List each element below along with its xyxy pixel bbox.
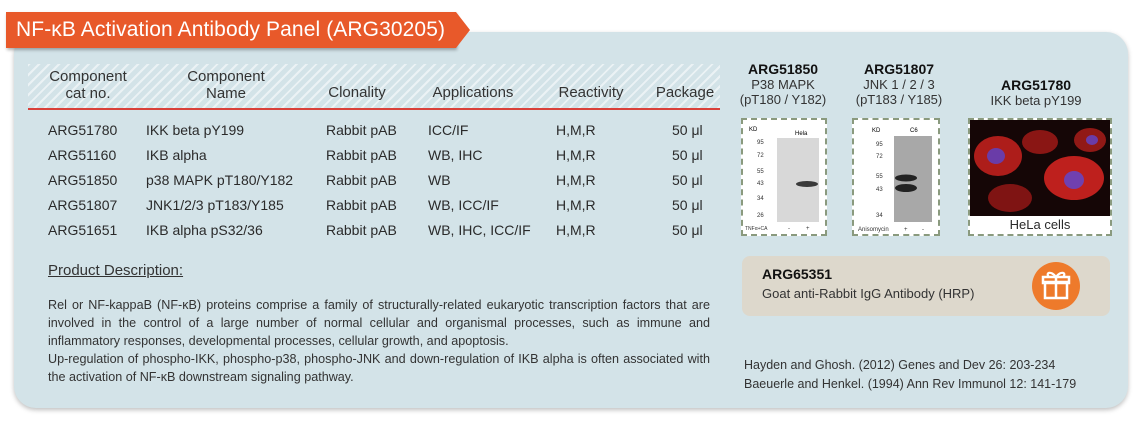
marker-label: 43	[876, 187, 883, 193]
western-blot-graphic	[854, 120, 938, 234]
marker-label: 55	[876, 174, 883, 180]
lane-label: Hela	[795, 131, 808, 137]
secondary-name: Goat anti-Rabbit IgG Antibody (HRP)	[762, 286, 975, 301]
blot-cat-no: ARG51850	[747, 61, 819, 77]
cell-package: 50 μl	[672, 172, 703, 188]
cell-applications: WB, IHC	[428, 147, 483, 163]
cell-applications: WB, ICC/IF	[428, 197, 499, 213]
table-row	[0, 168, 720, 192]
table-row	[0, 118, 720, 142]
cell-package: 50 μl	[672, 222, 703, 238]
marker-label: 72	[876, 154, 883, 160]
western-blot-image	[852, 118, 940, 236]
cell-cat-no: ARG51780	[48, 122, 118, 138]
hela-cells-graphic	[970, 120, 1110, 216]
cell-reactivity: H,M,R	[556, 122, 596, 138]
lane-sign: +	[904, 227, 908, 233]
header-cat-no: Component cat no.	[49, 68, 127, 102]
header-package: Package	[655, 84, 715, 101]
cell-clonality: Rabbit pAB	[326, 222, 397, 238]
blot-band	[796, 181, 818, 187]
header-clonality: Clonality	[328, 84, 386, 101]
description-paragraph: Rel or NF-kappaB (NF-κB) proteins comprise a family of structurally-related eukaryotic transcription factors that are involved in the control of a large number of normal cellular and organismal processes, such as immune and inflammatory responses, developmental processes, cellular growth, and apoptosis.	[48, 298, 710, 348]
lane-label: C6	[910, 128, 918, 134]
marker-label: 95	[757, 140, 764, 146]
cell-reactivity: H,M,R	[556, 197, 596, 213]
cell-clonality: Rabbit pAB	[326, 172, 397, 188]
table-row	[0, 218, 720, 242]
treatment-label: TNFα+CA	[745, 226, 768, 232]
blot-target: P38 MAPK	[751, 77, 815, 92]
table-row	[0, 143, 720, 167]
cell-component-name: p38 MAPK pT180/Y182	[146, 172, 294, 188]
blot-band	[895, 184, 917, 192]
cell-cat-no: ARG51651	[48, 222, 118, 238]
table-row	[0, 193, 720, 217]
page-title: NF-κB Activation Antibody Panel (ARG30205)	[6, 12, 456, 48]
cell-component-name: IKB alpha	[146, 147, 207, 163]
treatment-label: Anisomycin	[858, 227, 889, 233]
cell-package: 50 μl	[672, 147, 703, 163]
description-heading: Product Description:	[48, 262, 184, 279]
reference: Hayden and Ghosh. (2012) Genes and Dev 26: 203-234	[744, 358, 1056, 372]
cell-cat-no: ARG51807	[48, 197, 118, 213]
description-text	[48, 296, 710, 386]
cell-package: 50 μl	[672, 197, 703, 213]
cell-reactivity: H,M,R	[556, 222, 596, 238]
lane-sign: -	[922, 227, 924, 233]
cell-reactivity: H,M,R	[556, 147, 596, 163]
header-applications: Applications	[432, 84, 514, 101]
cell-component-name: IKK beta pY199	[146, 122, 245, 138]
marker-label: 55	[757, 169, 764, 175]
blot-cat-no: ARG51780	[1000, 77, 1072, 93]
cell-component-name: IKB alpha pS32/36	[146, 222, 263, 238]
immunofluorescence-image	[968, 118, 1112, 236]
cell-applications: WB	[428, 172, 451, 188]
blot-site: (pT183 / Y185)	[855, 92, 943, 107]
cell-clonality: Rabbit pAB	[326, 197, 397, 213]
secondary-cat-no: ARG65351	[762, 266, 833, 282]
lane-sign: -	[788, 226, 790, 232]
marker-label: 72	[757, 153, 764, 159]
kd-label: KD	[872, 128, 881, 134]
blot-site: (pT180 / Y182)	[739, 92, 827, 107]
blot-target: JNK 1 / 2 / 3	[863, 77, 935, 92]
marker-label: 34	[757, 196, 764, 202]
header-name: Component Name	[187, 68, 265, 102]
cell-reactivity: H,M,R	[556, 172, 596, 188]
cell-component-name: JNK1/2/3 pT183/Y185	[146, 197, 284, 213]
western-blot-graphic	[743, 120, 825, 234]
reference: Baeuerle and Henkel. (1994) Ann Rev Immunol 12: 141-179	[744, 377, 1077, 391]
cell-package: 50 μl	[672, 122, 703, 138]
blot-heading	[844, 62, 954, 107]
marker-label: 95	[876, 142, 883, 148]
cell-applications: WB, IHC, ICC/IF	[428, 222, 531, 238]
blot-target: IKK beta pY199	[990, 93, 1082, 108]
cell-applications: ICC/IF	[428, 122, 469, 138]
cell-clonality: Rabbit pAB	[326, 122, 397, 138]
blot-band	[895, 175, 917, 182]
lane-sign: +	[806, 226, 810, 232]
image-caption: HeLa cells	[1009, 217, 1071, 232]
cell-clonality: Rabbit pAB	[326, 147, 397, 163]
marker-label: 43	[757, 181, 764, 187]
table-header	[28, 64, 720, 110]
cell-cat-no: ARG51850	[48, 172, 118, 188]
blot-heading	[728, 62, 838, 107]
kd-label: KD	[749, 127, 758, 133]
blot-membrane	[777, 138, 819, 222]
gift-icon	[1032, 262, 1080, 310]
blot-heading	[966, 78, 1106, 108]
marker-label: 26	[757, 213, 764, 219]
marker-label: 34	[876, 213, 883, 219]
description-paragraph: Up-regulation of phospho-IKK, phospho-p38, phospho-JNK and down-regulation of IKB alpha is often associated with the activation of NF-κB downstream signaling pathway.	[48, 352, 710, 384]
blot-cat-no: ARG51807	[863, 61, 935, 77]
western-blot-image	[741, 118, 827, 236]
cell-cat-no: ARG51160	[48, 147, 117, 163]
header-reactivity: Reactivity	[558, 84, 624, 101]
